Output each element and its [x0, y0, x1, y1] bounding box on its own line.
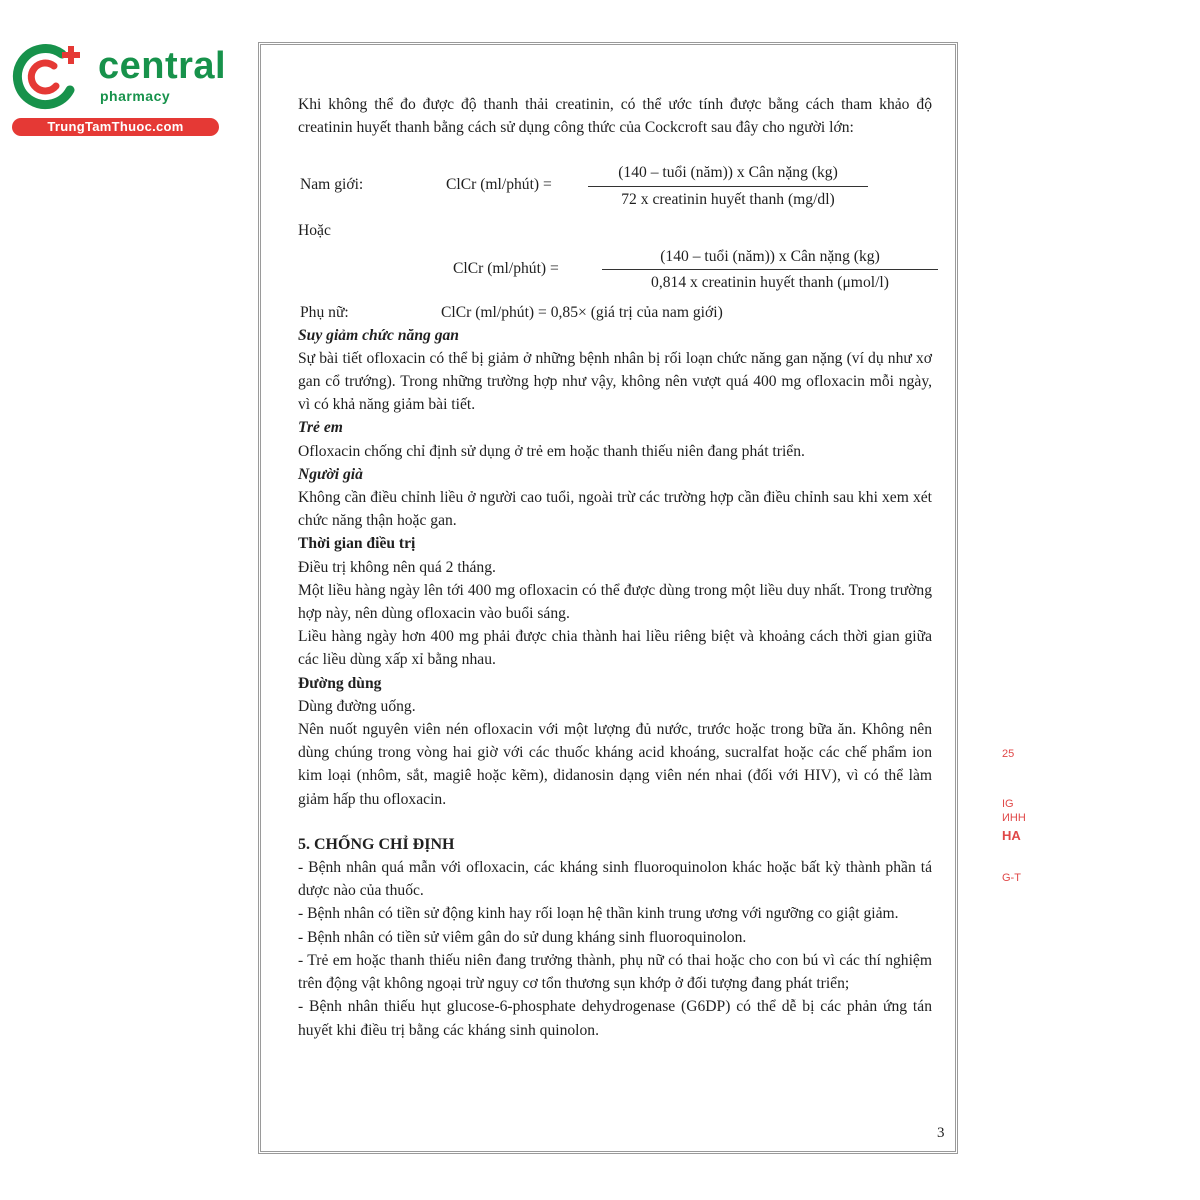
- stamp-text: G-T: [1002, 872, 1021, 884]
- alt-formula-lhs: ClCr (ml/phút) =: [453, 259, 559, 277]
- child-paragraph: Ofloxacin chống chỉ định sử dụng ở trẻ em hoặc thanh thiếu niên đang phát triển.: [298, 442, 805, 460]
- duration-paragraph-3: Liều hàng ngày hơn 400 mg phải được chia thành hai liều riêng biệt và khoảng cách thời gian giữa các liều dùng xấp xỉ bằng nhau.: [298, 628, 932, 669]
- central-pharmacy-logo: [10, 38, 227, 138]
- male-label: Nam giới:: [300, 176, 364, 194]
- alt-formula-denominator: 0,814 x creatinin huyết thanh (μmol/l): [651, 273, 889, 291]
- liver-heading: Suy giảm chức năng gan: [298, 326, 459, 344]
- child-heading: Trẻ em: [298, 419, 343, 437]
- duration-paragraph-1: Điều trị không nên quá 2 tháng.: [298, 558, 496, 576]
- liver-paragraph: Sự bài tiết ofloxacin có thể bị giảm ở những bệnh nhân bị rối loạn chức năng gan nặng (ví dụ như xơ gan cổ trướng). Trong những trường hợp như vậy, không nên vượt quá 400 mg ofloxacin mỗi ngày, vì có khả năng giảm bài tiết.: [298, 349, 932, 414]
- alt-formula-numerator: (140 – tuổi (năm)) x Cân nặng (kg): [602, 245, 938, 270]
- male-formula-denominator: 72 x creatinin huyết thanh (mg/dl): [621, 190, 835, 208]
- logo-brand: central: [98, 45, 227, 87]
- duration-heading: Thời gian điều trị: [298, 535, 416, 553]
- male-formula-numerator: (140 – tuổi (năm)) x Cân nặng (kg): [588, 161, 868, 186]
- stamp-text: 25: [1002, 748, 1015, 760]
- page-number: 3: [937, 1125, 945, 1141]
- route-paragraph-2: Nên nuốt nguyên viên nén ofloxacin với một lượng đủ nước, trước hoặc trong bữa ăn. Không nên dùng chúng trong vòng hai giờ với các thuốc kháng acid khoáng, sucralfat hoặc các chế phẩm ion kim loại (nhôm, sắt, magiê hoặc kẽm), didanosin dạng viên nén nhai (đối với HIV), vì có thể làm giảm hấp thu ofloxacin.: [298, 721, 932, 808]
- contra-item: - Bệnh nhân quá mẫn với ofloxacin, các kháng sinh fluoroquinolon khác hoặc bất kỳ thành phần tá dược nào của thuốc.: [298, 859, 932, 900]
- contraindications-heading: 5. CHỐNG CHỈ ĐỊNH: [298, 835, 455, 853]
- female-formula: [298, 301, 932, 324]
- female-formula-text: ClCr (ml/phút) = 0,85× (giá trị của nam giới): [441, 303, 723, 321]
- contra-item: - Bệnh nhân có tiền sử động kinh hay rối loạn hệ thần kinh trung ương với ngưỡng co giật giảm.: [298, 905, 899, 923]
- elderly-paragraph: Không cần điều chỉnh liều ở người cao tuổi, ngoài trừ các trường hợp cần điều chỉnh sau khi xem xét chức năng thận hoặc gan.: [298, 489, 932, 530]
- route-heading: Đường dùng: [298, 674, 382, 692]
- elderly-heading: Người già: [298, 465, 363, 483]
- intro-paragraph: Khi không thể đo được độ thanh thải creatinin, có thể ước tính được bằng cách tham khảo độ creatinin huyết thanh bằng cách sử dụng công thức của Cockcroft sau đây cho người lớn:: [298, 96, 932, 137]
- contra-item: - Bệnh nhân thiếu hụt glucose-6-phosphate dehydrogenase (G6DP) có thể dễ bị các phản ứng tán huyết khi điều trị bằng các kháng sinh quinolon.: [298, 998, 932, 1039]
- stamp-text: ИНН: [1002, 812, 1026, 824]
- document-content: [298, 93, 932, 1042]
- male-formula-fraction: [588, 161, 868, 210]
- female-label: Phụ nữ:: [300, 303, 349, 321]
- male-formula-lhs: ClCr (ml/phút) =: [446, 176, 552, 194]
- stamp-text: HA: [1002, 828, 1021, 843]
- duration-paragraph-2: Một liều hàng ngày lên tới 400 mg ofloxacin có thể được dùng trong một liều duy nhất. Trong trường hợp này, nên dùng ofloxacin vào buổi sáng.: [298, 581, 932, 623]
- or-label: Hoặc: [298, 222, 331, 240]
- pharmacy-logo-icon: [10, 40, 90, 110]
- contra-item: - Trẻ em hoặc thanh thiếu niên đang trưởng thành, phụ nữ có thai hoặc cho con bú vì các thí nghiệm trên động vật không ngoại trừ nguy cơ tổn thương sụn khớp ở đối tượng đang phát triển;: [298, 951, 932, 993]
- stamp-text: IG: [1002, 798, 1014, 810]
- contra-item: - Bệnh nhân có tiền sử viêm gân do sử dung kháng sinh fluoroquinolon.: [298, 928, 747, 946]
- route-paragraph-1: Dùng đường uống.: [298, 697, 416, 715]
- alt-formula: [298, 245, 932, 301]
- logo-site: TrungTamThuoc.com: [12, 118, 219, 136]
- logo-subtitle: pharmacy: [100, 88, 171, 104]
- alt-formula-fraction: [602, 245, 938, 294]
- stamp-fragment: [1002, 740, 1032, 900]
- male-formula: [298, 161, 932, 217]
